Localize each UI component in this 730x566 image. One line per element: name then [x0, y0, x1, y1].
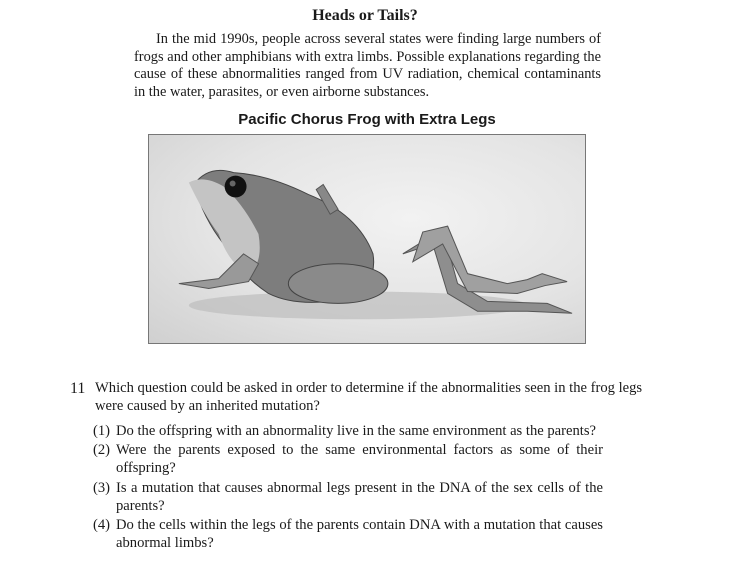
intro-text: In the mid 1990s, people across several states were finding large numbers of frogs and other amphibians with extra limbs. Possible explanations regarding the cause of these abnormalities ranged from UV radiation, chemical contaminants in the water, parasites, or even airborne substances.	[134, 31, 601, 100]
option-text: Is a mutation that causes abnormal legs present in the DNA of the sex cells of the parents?	[116, 480, 603, 514]
option-label: (1)	[93, 423, 111, 439]
question-number: 11	[70, 380, 86, 397]
option-label: (3)	[93, 480, 111, 496]
frog-photo	[148, 134, 586, 344]
option-text: Do the offspring with an abnormality live in the same environment as the parents?	[116, 423, 596, 439]
answer-option-1[interactable]	[93, 423, 603, 441]
figure-caption: Pacific Chorus Frog with Extra Legs	[238, 111, 496, 128]
option-label: (4)	[93, 517, 111, 533]
option-text: Do the cells within the legs of the parents contain DNA with a mutation that causes abnormal limbs?	[116, 517, 603, 551]
option-text: Were the parents exposed to the same environmental factors as some of their offspring?	[116, 442, 603, 476]
answer-option-3[interactable]	[93, 480, 603, 515]
passage-title: Heads or Tails?	[312, 7, 418, 24]
question-text: Which question could be asked in order to determine if the abnormalities seen in the frog legs were caused by an inherited mutation?	[95, 380, 643, 414]
intro-paragraph	[134, 31, 601, 101]
answer-option-2[interactable]	[93, 442, 603, 477]
answer-option-4[interactable]	[93, 517, 603, 552]
option-label: (2)	[93, 442, 111, 458]
frog-image-icon	[149, 135, 585, 343]
